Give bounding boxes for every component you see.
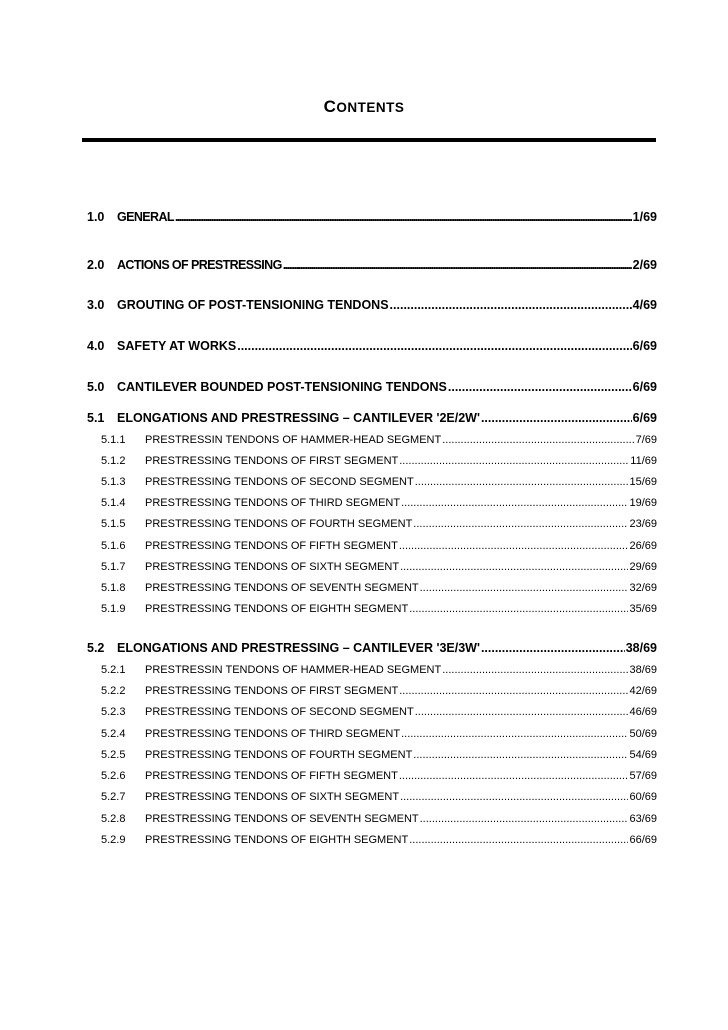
toc-dot-leader bbox=[237, 339, 631, 353]
toc-entry-title: PRESTRESSING TENDONS OF SECOND SEGMENT bbox=[145, 476, 414, 488]
toc-entry-number: 5.2.2 bbox=[101, 685, 126, 697]
toc-dot-leader bbox=[442, 434, 634, 446]
toc-dot-leader bbox=[401, 497, 628, 509]
toc-entry-page: 57/69 bbox=[629, 770, 657, 782]
toc-entry-page: 1/69 bbox=[632, 210, 657, 224]
toc-entry-number: 5.2.4 bbox=[101, 728, 126, 740]
toc-dot-leader bbox=[409, 603, 628, 615]
toc-entry-page: 66/69 bbox=[629, 834, 657, 846]
toc-entry-number: 3.0 bbox=[87, 298, 105, 312]
toc-entry-number: 5.2.3 bbox=[101, 706, 126, 718]
toc-entry-page: 6/69 bbox=[632, 411, 657, 425]
toc-entry-page: 42/69 bbox=[629, 685, 657, 697]
toc-entry[interactable] bbox=[87, 770, 657, 782]
toc-entry[interactable] bbox=[87, 380, 657, 394]
toc-entry-title: PRESTRESSING TENDONS OF THIRD SEGMENT bbox=[145, 728, 401, 740]
toc-entry[interactable] bbox=[87, 749, 657, 761]
page-title bbox=[0, 97, 728, 117]
toc-entry-title: PRESTRESSING TENDONS OF SEVENTH SEGMENT bbox=[145, 582, 419, 594]
toc-entry[interactable] bbox=[87, 641, 657, 655]
toc-entry-page: 63/69 bbox=[629, 813, 657, 825]
toc-entry-page: 29/69 bbox=[629, 561, 657, 573]
toc-entry[interactable] bbox=[87, 834, 657, 846]
toc-entry-title: PRESTRESSIN TENDONS OF HAMMER-HEAD SEGMENT bbox=[145, 664, 442, 676]
toc-entry-number: 5.1.6 bbox=[101, 540, 126, 552]
toc-entry[interactable] bbox=[87, 791, 657, 803]
title-rule bbox=[82, 138, 656, 142]
toc-entry-number: 4.0 bbox=[87, 339, 105, 353]
toc-entry-title: ELONGATIONS AND PRESTRESSING – CANTILEVER '2E/2W' bbox=[117, 411, 480, 425]
toc-entry[interactable] bbox=[87, 455, 657, 467]
toc-dot-leader bbox=[420, 582, 629, 594]
toc-entry-number: 5.1.1 bbox=[101, 434, 126, 446]
toc-entry-title: PRESTRESSING TENDONS OF FIFTH SEGMENT bbox=[145, 540, 398, 552]
toc-entry-number: 5.0 bbox=[87, 380, 105, 394]
toc-entry-number: 2.0 bbox=[87, 258, 105, 272]
toc-entry-page: 38/69 bbox=[629, 664, 657, 676]
toc-entry-page: 60/69 bbox=[629, 791, 657, 803]
toc-entry-number: 5.1.8 bbox=[101, 582, 126, 594]
toc-entry[interactable] bbox=[87, 728, 657, 740]
toc-entry[interactable] bbox=[87, 603, 657, 615]
toc-entry-number: 5.2.5 bbox=[101, 749, 126, 761]
toc-entry-title: PRESTRESSING TENDONS OF SEVENTH SEGMENT bbox=[145, 813, 419, 825]
toc-entry-title: GROUTING OF POST-TENSIONING TENDONS bbox=[117, 298, 389, 312]
toc-entry-title: PRESTRESSING TENDONS OF SIXTH SEGMENT bbox=[145, 561, 400, 573]
title-rest: ONTENTS bbox=[336, 100, 405, 115]
toc-dot-leader bbox=[413, 749, 628, 761]
toc-entry-title: PRESTRESSING TENDONS OF EIGHTH SEGMENT bbox=[145, 834, 409, 846]
toc-entry-number: 5.2.8 bbox=[101, 813, 126, 825]
toc-entry-title: PRESTRESSING TENDONS OF FOURTH SEGMENT bbox=[145, 749, 413, 761]
toc-entry-number: 5.2.1 bbox=[101, 664, 126, 676]
toc-entry-page: 15/69 bbox=[629, 476, 657, 488]
toc-entry-title: PRESTRESSING TENDONS OF FIFTH SEGMENT bbox=[145, 770, 398, 782]
toc-dot-leader bbox=[442, 664, 628, 676]
toc-entry-page: 26/69 bbox=[629, 540, 657, 552]
toc-dot-leader bbox=[399, 770, 629, 782]
toc-dot-leader bbox=[283, 258, 632, 272]
toc-entry-number: 5.1.7 bbox=[101, 561, 126, 573]
toc-entry-page: 19/69 bbox=[629, 497, 657, 509]
toc-entry-number: 5.2.9 bbox=[101, 834, 126, 846]
toc-entry-page: 50/69 bbox=[629, 728, 657, 740]
toc-entry-title: PRESTRESSING TENDONS OF THIRD SEGMENT bbox=[145, 497, 401, 509]
toc-dot-leader bbox=[448, 380, 632, 394]
toc-entry[interactable] bbox=[87, 706, 657, 718]
toc-entry-title: CANTILEVER BOUNDED POST-TENSIONING TENDONS bbox=[117, 380, 447, 394]
toc-entry[interactable] bbox=[87, 434, 657, 446]
toc-dot-leader bbox=[400, 561, 628, 573]
toc-dot-leader bbox=[400, 791, 628, 803]
toc-entry-title: PRESTRESSING TENDONS OF FOURTH SEGMENT bbox=[145, 518, 413, 530]
toc-entry-title: SAFETY AT WORKS bbox=[117, 339, 237, 353]
toc-entry-page: 6/69 bbox=[632, 380, 657, 394]
toc-dot-leader bbox=[409, 834, 628, 846]
toc-entry-page: 7/69 bbox=[635, 434, 657, 446]
toc-entry[interactable] bbox=[87, 210, 657, 224]
toc-entry[interactable] bbox=[87, 298, 657, 312]
toc-entry-title: ELONGATIONS AND PRESTRESSING – CANTILEVER '3E/3W' bbox=[117, 641, 480, 655]
toc-dot-leader bbox=[481, 411, 632, 425]
toc-entry-page: 54/69 bbox=[629, 749, 657, 761]
toc-entry-title: ACTIONS OF PRESTRESSING bbox=[117, 258, 282, 272]
toc-entry-page: 32/69 bbox=[629, 582, 657, 594]
title-initial: C bbox=[323, 97, 337, 116]
toc-entry-page: 35/69 bbox=[629, 603, 657, 615]
toc-entry-page: 46/69 bbox=[629, 706, 657, 718]
toc-dot-leader bbox=[413, 518, 628, 530]
toc-dot-leader bbox=[390, 298, 632, 312]
toc-entry-number: 1.0 bbox=[87, 210, 105, 224]
toc-entry-page: 6/69 bbox=[632, 339, 657, 353]
toc-dot-leader bbox=[415, 706, 629, 718]
toc-entry[interactable] bbox=[87, 476, 657, 488]
toc-entry[interactable] bbox=[87, 258, 657, 272]
toc-entry-number: 5.1.5 bbox=[101, 518, 126, 530]
toc-entry-title: PRESTRESSING TENDONS OF SIXTH SEGMENT bbox=[145, 791, 400, 803]
toc-entry-title: PRESTRESSING TENDONS OF SECOND SEGMENT bbox=[145, 706, 414, 718]
toc-entry-number: 5.2 bbox=[87, 641, 105, 655]
toc-entry[interactable] bbox=[87, 582, 657, 594]
toc-entry-title: PRESTRESSING TENDONS OF EIGHTH SEGMENT bbox=[145, 603, 409, 615]
toc-entry-page: 2/69 bbox=[632, 258, 657, 272]
toc-entry-page: 4/69 bbox=[632, 298, 657, 312]
toc-dot-leader bbox=[175, 210, 632, 224]
toc-entry[interactable] bbox=[87, 411, 657, 425]
toc-entry-page: 23/69 bbox=[629, 518, 657, 530]
toc-entry[interactable] bbox=[87, 518, 657, 530]
toc-dot-leader bbox=[401, 728, 628, 740]
toc-entry-title: GENERAL bbox=[117, 210, 174, 224]
toc-entry[interactable] bbox=[87, 540, 657, 552]
toc-entry-number: 5.1.3 bbox=[101, 476, 126, 488]
toc-entry-title: PRESTRESSING TENDONS OF FIRST SEGMENT bbox=[145, 685, 399, 697]
toc-entry[interactable] bbox=[87, 685, 657, 697]
toc-entry-number: 5.1.9 bbox=[101, 603, 126, 615]
toc-entry-number: 5.2.6 bbox=[101, 770, 126, 782]
toc-dot-leader bbox=[399, 685, 628, 697]
toc-entry-number: 5.1.2 bbox=[101, 455, 126, 467]
toc-entry[interactable] bbox=[87, 561, 657, 573]
toc-entry-number: 5.2.7 bbox=[101, 791, 126, 803]
toc-entry[interactable] bbox=[87, 497, 657, 509]
toc-entry[interactable] bbox=[87, 813, 657, 825]
toc-entry[interactable] bbox=[87, 339, 657, 353]
toc-dot-leader bbox=[481, 641, 625, 655]
toc-entry-number: 5.1.4 bbox=[101, 497, 126, 509]
toc-dot-leader bbox=[399, 455, 629, 467]
toc-entry-page: 38/69 bbox=[625, 641, 657, 655]
toc-entry-number: 5.1 bbox=[87, 411, 105, 425]
toc-dot-leader bbox=[420, 813, 629, 825]
toc-entry-page: 11/69 bbox=[630, 455, 657, 467]
toc-dot-leader bbox=[415, 476, 629, 488]
toc-dot-leader bbox=[399, 540, 629, 552]
toc-entry-title: PRESTRESSIN TENDONS OF HAMMER-HEAD SEGMENT bbox=[145, 434, 442, 446]
toc-entry-title: PRESTRESSING TENDONS OF FIRST SEGMENT bbox=[145, 455, 399, 467]
toc-entry[interactable] bbox=[87, 664, 657, 676]
